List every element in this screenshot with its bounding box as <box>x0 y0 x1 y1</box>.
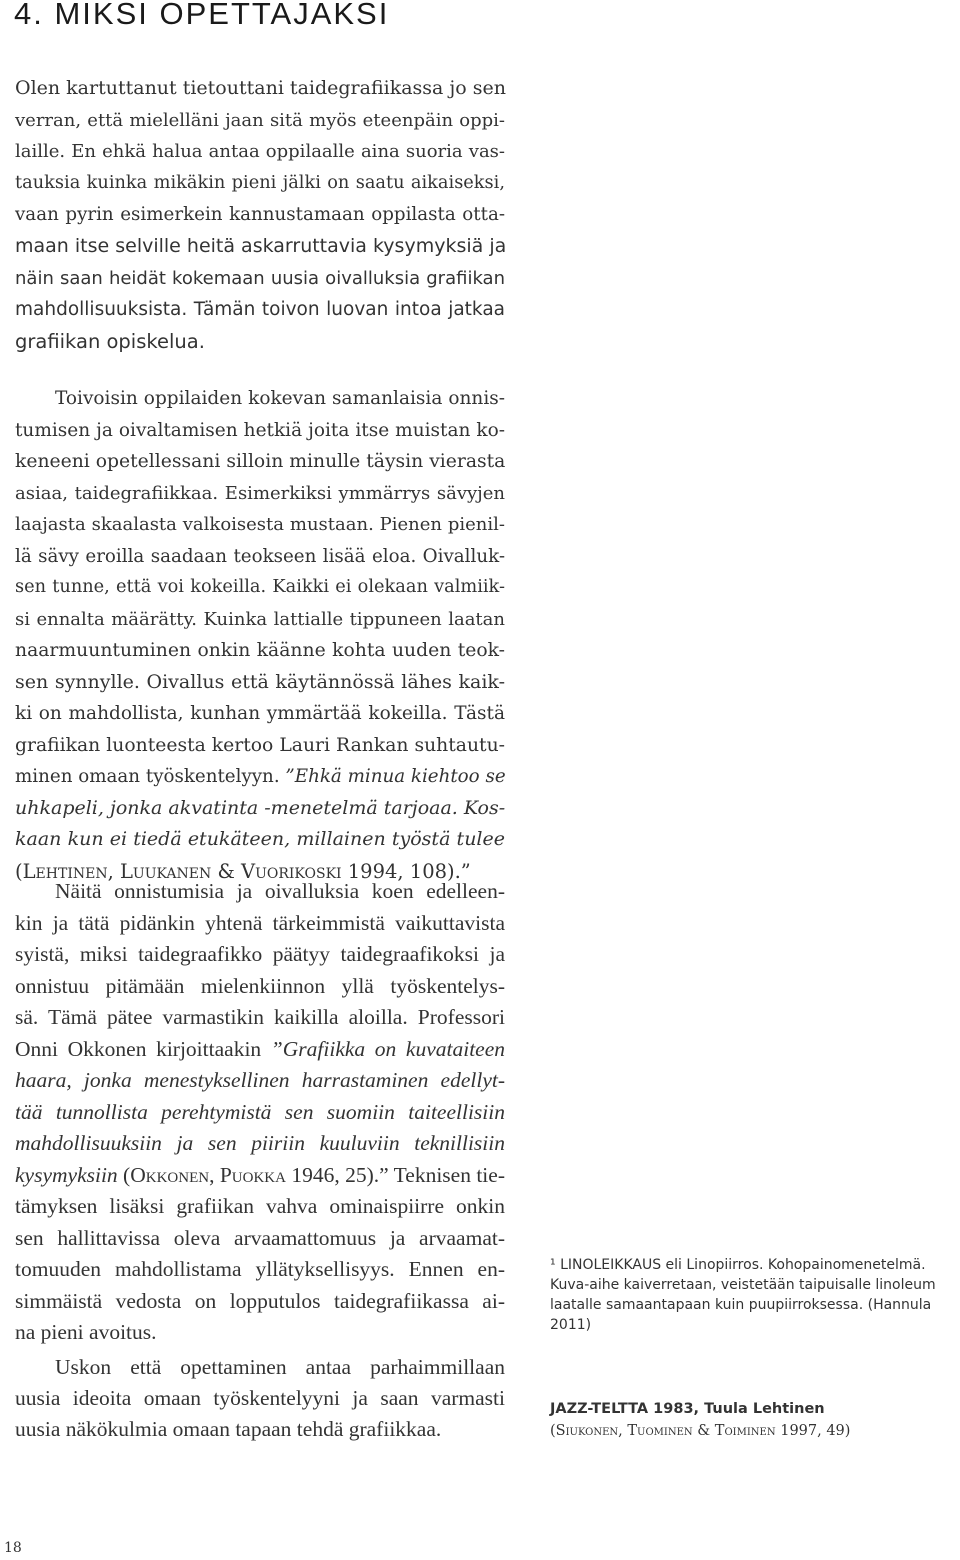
text-line: Olen kartuttanut tietouttani taidegrafiikassa jo sen <box>15 77 507 99</box>
text-line: Näitä onnistumisia ja oivalluksia koen edelleen- <box>55 879 505 903</box>
text-line: syistä, miksi taidegraafikko päätyy taidegraafikoksi ja <box>15 942 505 966</box>
text-line: Uskon että opettaminen antaa parhaimmillaan <box>55 1355 505 1379</box>
quote-run: ”Ehkä minua kiehtoo se <box>285 766 506 787</box>
paragraph-toivoisin <box>15 383 505 887</box>
text-line: si ennalta määrätty. Kuinka lattialle tippuneen laatan <box>15 608 505 630</box>
text-run: minen omaan työskentelyyn. <box>15 766 286 787</box>
text-line: na pieni avoitus. <box>15 1320 157 1344</box>
text-line <box>15 1128 505 1160</box>
text-line <box>15 793 505 825</box>
text-line: naarmuuntuminen onkin käänne kohta uuden teok- <box>15 640 505 661</box>
paragraph-intro <box>15 73 505 357</box>
footnote <box>550 1255 955 1335</box>
caption-citation: (Siukonen, Tuominen & Toiminen 1997, 49) <box>550 1423 851 1439</box>
quote-run: mahdollisuuksiin ja sen piiriin kuuluviin teknillisiin <box>15 1131 505 1155</box>
text-line: verran, että mielelläni jaan sitä myös eteenpäin oppi- <box>15 109 505 131</box>
image-caption <box>550 1398 955 1442</box>
text-line: keneeni opetellessani silloin minulle täysin vierasta <box>15 451 506 472</box>
text-line: onnistuu pitämään mielenkiinnon yllä työskentelys- <box>15 973 505 998</box>
text-line: uusia ideoita omaan työskentelyyni ja saan varmasti <box>15 1386 505 1410</box>
footnote-line: laatalle samaantapaan kuin puupiirroksessa. (Hannula <box>550 1297 932 1313</box>
text-line: vaan pyrin esimerkein kannustamaan oppilasta otta- <box>15 204 505 226</box>
quote-run: uhkapeli, jonka akvatinta -menetelmä tarjoaa. Kos- <box>15 796 506 819</box>
text-line: asiaa, taidegrafiikkaa. Esimerkiksi ymmärrys sävyjen <box>15 482 505 504</box>
quote-run: kysymyksiin <box>15 1162 118 1187</box>
text-line <box>15 1065 505 1097</box>
text-line: Toivoisin oppilaiden kokevan samanlaisia onnis- <box>55 388 505 409</box>
text-line <box>15 1160 505 1192</box>
page-number: 18 <box>4 1540 22 1556</box>
text-line: grafiikan opiskelua. <box>15 329 205 353</box>
text-line <box>15 761 505 793</box>
text-line: näin saan heidät kokemaan uusia oivalluksia grafiikan <box>15 267 505 289</box>
citation: (Okkonen, Puokka 1946, 25).” <box>117 1162 389 1187</box>
quote-run: kaan kun ei tiedä etukäteen, millainen työstä tulee <box>15 828 505 850</box>
text-line: tumisen ja oivaltamisen hetkiä joita itse muistan ko- <box>15 419 505 441</box>
quote-run: ”Grafiikka on kuvataiteen <box>270 1036 506 1061</box>
text-line: kin ja tätä pidänkin yhtenä tärkeimmistä vaikuttavista <box>15 910 505 935</box>
text-line: tomuuden mahdollistama yllätyksellisyys. Ennen en- <box>15 1257 505 1281</box>
quote-run: tää tunnollista perehtymistä sen suomiin taiteellisiin <box>15 1099 505 1124</box>
citation: (Lehtinen, Luukanen & Vuorikoski 1994, 108).” <box>15 859 471 883</box>
footnote-line: ¹ LINOLEIKKAUS eli Linopiirros. Kohopainomenetelmä. <box>550 1257 926 1273</box>
text-line: ki on mahdollista, kunhan ymmärtää kokeilla. Tästä <box>15 703 505 724</box>
footnote-line: Kuva-aihe kaiverretaan, veistetään taipuisalle linoleum <box>550 1277 936 1293</box>
quote-run: haara, jonka menestyksellinen harrastaminen edellyt- <box>15 1068 505 1092</box>
text-line: sen hallittavissa oleva arvaamattomuus ja arvaamat- <box>15 1225 505 1250</box>
text-line: laille. En ehkä halua antaa oppilaalle aina suoria vas- <box>15 141 505 163</box>
caption-title: JAZZ-TELTTA 1983, Tuula Lehtinen <box>550 1401 825 1417</box>
text-run: Teknisen tie- <box>388 1162 505 1187</box>
text-line: tämyksen lisäksi grafiikan vahva ominaispiirre onkin <box>15 1194 505 1218</box>
text-line: grafiikan luonteesta kertoo Lauri Rankan suhtautu- <box>15 734 505 756</box>
text-line: tauksia kuinka mikäkin pieni jälki on saatu aikaiseksi, <box>15 172 505 193</box>
text-run: Onni Okkonen kirjoittaakin <box>15 1036 271 1061</box>
text-line: laajasta skaalasta valkoisesta mustaan. Pienen pienil- <box>15 514 505 535</box>
text-line: lä sävy eroilla saadaan teokseen lisää eloa. Oivalluk- <box>15 545 505 567</box>
text-line <box>15 1097 505 1129</box>
text-line <box>15 824 505 856</box>
text-line: uusia näkökulmia omaan tapaan tehdä grafiikkaa. <box>15 1417 442 1441</box>
chapter-heading: 4. MIKSI OPETTAJAKSI <box>14 0 390 31</box>
text-line <box>15 1034 505 1066</box>
text-line: sen tunne, että voi kokeilla. Kaikki ei olekaan valmiik- <box>15 577 505 597</box>
text-line: sen synnylle. Oivallus että käytännössä lähes kaik- <box>15 670 505 693</box>
text-line: maan itse selville heitä askarruttavia kysymyksiä ja <box>15 234 507 257</box>
footnote-line: 2011) <box>550 1317 592 1333</box>
text-line: simmäistä vedosta on lopputulos taidegrafiikassa ai- <box>15 1288 505 1313</box>
paragraph-uskon <box>15 1352 505 1445</box>
text-line: sä. Tämä pätee varmastikin kaikilla aloilla. Professori <box>15 1005 505 1029</box>
text-line: mahdollisuuksista. Tämän toivon luovan intoa jatkaa <box>15 299 505 321</box>
paragraph-naita <box>15 876 505 1349</box>
